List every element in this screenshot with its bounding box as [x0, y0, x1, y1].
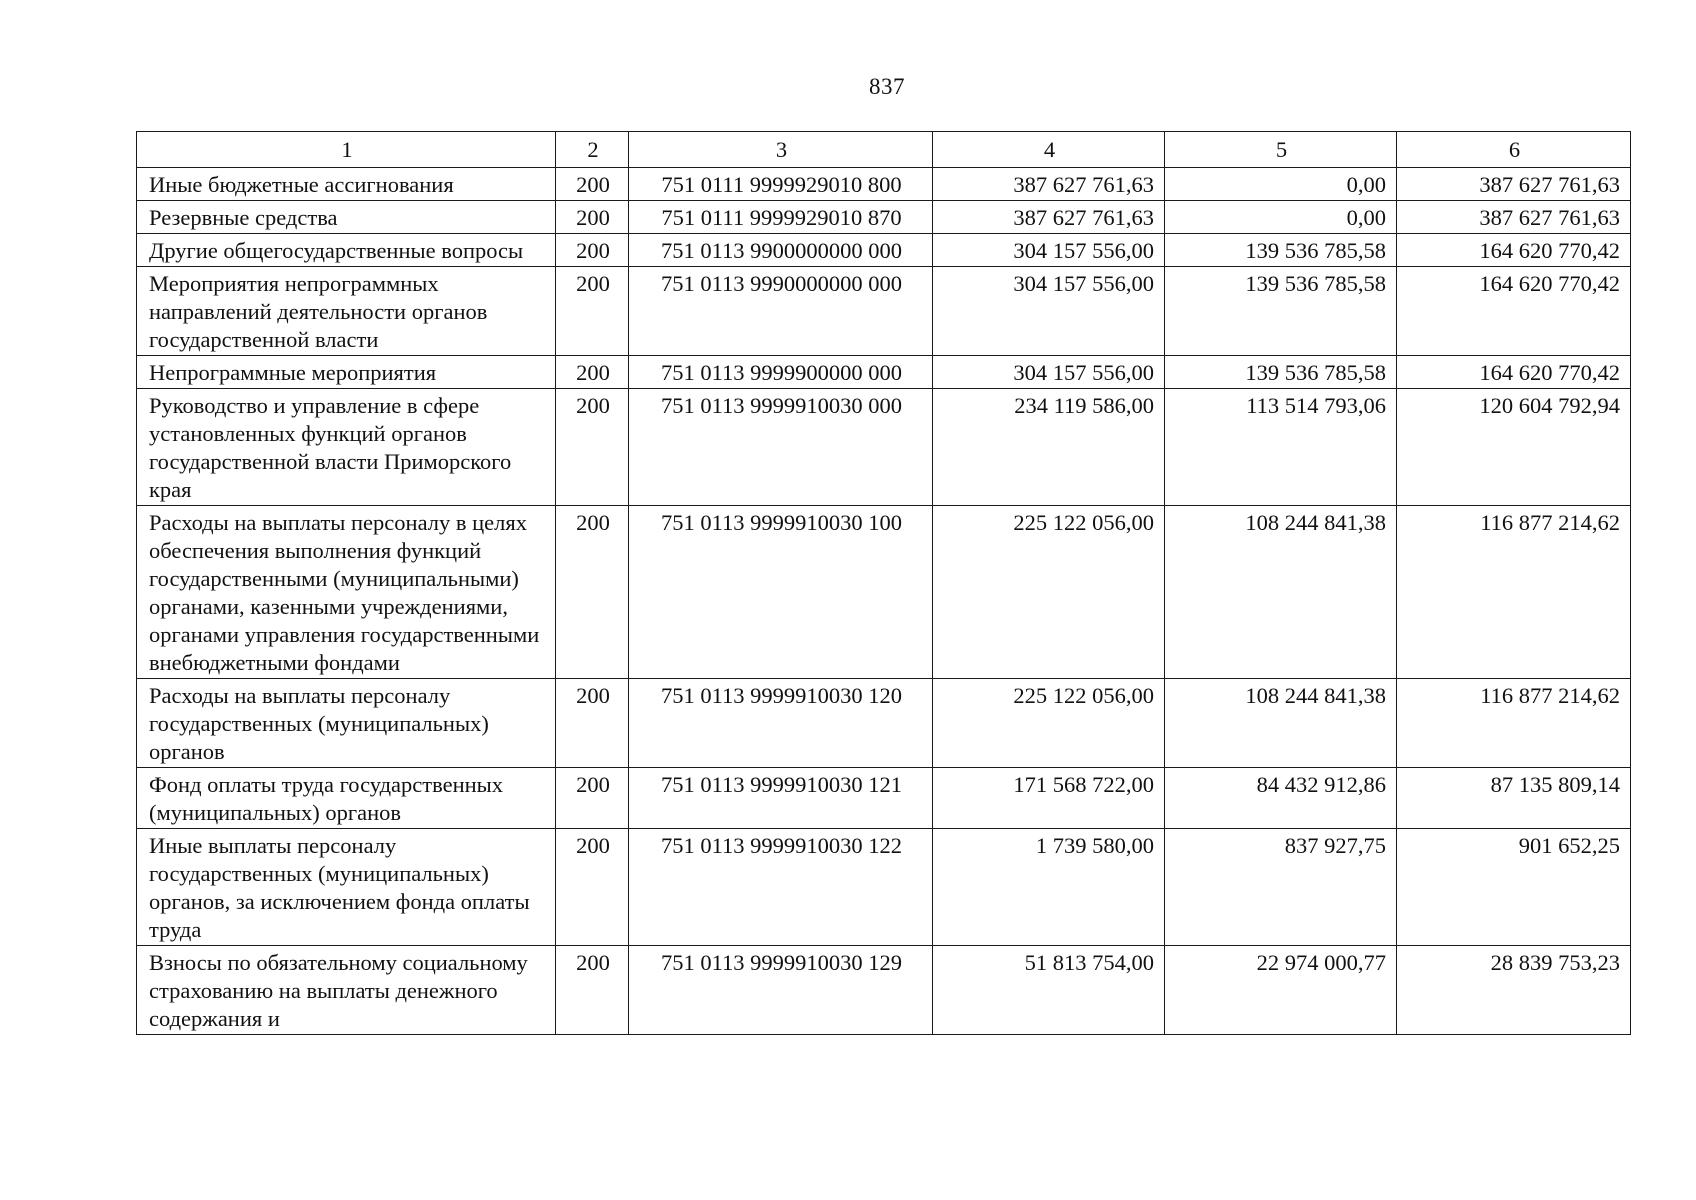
row-kbk: 751 0113 9999910030 121: [629, 768, 933, 829]
row-col4-value: 1 739 580,00: [933, 829, 1165, 946]
row-kbk: 751 0113 9990000000 000: [629, 267, 933, 356]
header-row: [137, 132, 1631, 168]
row-col4-value: 387 627 761,63: [933, 201, 1165, 234]
row-col6-value: 164 620 770,42: [1397, 267, 1631, 356]
column-header-1: 1: [137, 132, 556, 168]
row-kbk: 751 0113 9999910030 120: [629, 679, 933, 768]
page-number: 837: [869, 74, 905, 99]
table-row: [137, 267, 1631, 356]
table-row: [137, 168, 1631, 201]
row-kbk: 751 0113 9999910030 122: [629, 829, 933, 946]
budget-table: [136, 131, 1631, 1035]
table-row: [137, 356, 1631, 389]
row-kbk: 751 0113 9999910030 129: [629, 946, 933, 1035]
row-name: Мероприятия непрограммных направлений деятельности органов государственной власти: [137, 267, 556, 356]
row-kbk: 751 0113 9999910030 000: [629, 389, 933, 506]
row-col6-value: 116 877 214,62: [1397, 679, 1631, 768]
row-col4-value: 234 119 586,00: [933, 389, 1165, 506]
row-col4-value: 304 157 556,00: [933, 234, 1165, 267]
table-row: [137, 679, 1631, 768]
table-row: [137, 389, 1631, 506]
row-col6-value: 164 620 770,42: [1397, 356, 1631, 389]
table-body: [137, 168, 1631, 1035]
table-header: [137, 132, 1631, 168]
column-header-5: 5: [1165, 132, 1397, 168]
row-name: Расходы на выплаты персоналу государственных (муниципальных) органов: [137, 679, 556, 768]
column-header-4: 4: [933, 132, 1165, 168]
row-col5-value: 108 244 841,38: [1165, 679, 1397, 768]
column-header-2: 2: [556, 132, 629, 168]
row-col4-value: 51 813 754,00: [933, 946, 1165, 1035]
table-row: [137, 829, 1631, 946]
row-col6-value: 120 604 792,94: [1397, 389, 1631, 506]
row-code: 200: [556, 768, 629, 829]
row-code: 200: [556, 829, 629, 946]
row-col4-value: 171 568 722,00: [933, 768, 1165, 829]
row-col5-value: 22 974 000,77: [1165, 946, 1397, 1035]
row-col5-value: 139 536 785,58: [1165, 356, 1397, 389]
row-col4-value: 304 157 556,00: [933, 356, 1165, 389]
row-col6-value: 387 627 761,63: [1397, 201, 1631, 234]
table-row: [137, 506, 1631, 679]
row-col5-value: 0,00: [1165, 201, 1397, 234]
row-col4-value: 304 157 556,00: [933, 267, 1165, 356]
row-col6-value: 87 135 809,14: [1397, 768, 1631, 829]
table-row: [137, 946, 1631, 1035]
row-kbk: 751 0111 9999929010 870: [629, 201, 933, 234]
row-code: 200: [556, 168, 629, 201]
table-row: [137, 768, 1631, 829]
row-col4-value: 225 122 056,00: [933, 506, 1165, 679]
row-code: 200: [556, 234, 629, 267]
row-code: 200: [556, 679, 629, 768]
row-col6-value: 164 620 770,42: [1397, 234, 1631, 267]
row-col5-value: 108 244 841,38: [1165, 506, 1397, 679]
row-name: Непрограммные мероприятия: [137, 356, 556, 389]
row-kbk: 751 0113 9999900000 000: [629, 356, 933, 389]
table-row: [137, 234, 1631, 267]
row-name: Руководство и управление в сфере установленных функций органов государственной власти Приморского края: [137, 389, 556, 506]
row-name: Другие общегосударственные вопросы: [137, 234, 556, 267]
column-header-3: 3: [629, 132, 933, 168]
row-kbk: 751 0111 9999929010 800: [629, 168, 933, 201]
row-col5-value: 0,00: [1165, 168, 1397, 201]
row-name: Иные выплаты персоналу государственных (муниципальных) органов, за исключением фонда оплаты труда: [137, 829, 556, 946]
row-col5-value: 84 432 912,86: [1165, 768, 1397, 829]
row-col5-value: 113 514 793,06: [1165, 389, 1397, 506]
row-col6-value: 116 877 214,62: [1397, 506, 1631, 679]
row-name: Взносы по обязательному социальному страхованию на выплаты денежного содержания и: [137, 946, 556, 1035]
row-col5-value: 837 927,75: [1165, 829, 1397, 946]
row-col6-value: 901 652,25: [1397, 829, 1631, 946]
row-name: Резервные средства: [137, 201, 556, 234]
row-code: 200: [556, 356, 629, 389]
row-name: Расходы на выплаты персоналу в целях обеспечения выполнения функций государственными (муниципальными) органами, казенными учреждениями, органами управления государственными внебюджетными фондами: [137, 506, 556, 679]
row-col4-value: 387 627 761,63: [933, 168, 1165, 201]
row-col4-value: 225 122 056,00: [933, 679, 1165, 768]
row-col6-value: 387 627 761,63: [1397, 168, 1631, 201]
row-code: 200: [556, 506, 629, 679]
row-kbk: 751 0113 9900000000 000: [629, 234, 933, 267]
row-code: 200: [556, 201, 629, 234]
row-kbk: 751 0113 9999910030 100: [629, 506, 933, 679]
row-code: 200: [556, 946, 629, 1035]
row-code: 200: [556, 389, 629, 506]
row-name: Фонд оплаты труда государственных (муниципальных) органов: [137, 768, 556, 829]
table-row: [137, 201, 1631, 234]
column-header-6: 6: [1397, 132, 1631, 168]
row-col5-value: 139 536 785,58: [1165, 234, 1397, 267]
row-col5-value: 139 536 785,58: [1165, 267, 1397, 356]
row-name: Иные бюджетные ассигнования: [137, 168, 556, 201]
row-col6-value: 28 839 753,23: [1397, 946, 1631, 1035]
row-code: 200: [556, 267, 629, 356]
